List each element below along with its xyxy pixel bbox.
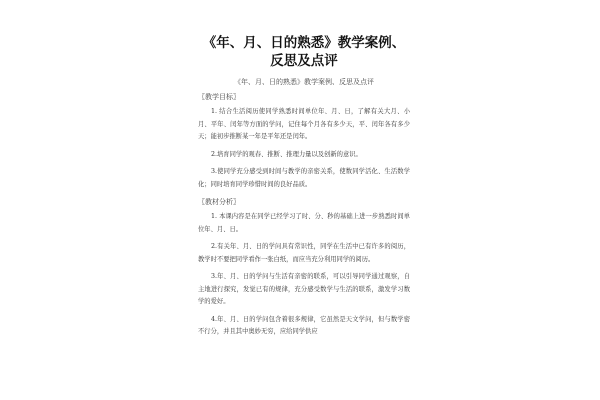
paragraph: 3.年、月、日的学问与生活有亲密的联系，可以引导同学通过观察，自主地进行探究，发觉已有的规律，充分感受数学与生活的联系，激发学习数学的爱好。 xyxy=(198,273,410,305)
paragraph: 2.有关年、月、日的学问具有常识性，同学在生活中已有许多的阅历，教学时不要把同学看作一张白纸，而应当充分利用同学的阅历。 xyxy=(198,243,410,263)
document-body xyxy=(198,34,410,344)
paragraph: 3.使同学充分感受到时间与教学的亲密关系，使数同学活化、生活数学化；同时培育同学珍惜时间的良好品质。 xyxy=(198,168,410,188)
paragraph: 1. 结合生活阅历使同学熟悉时间单位年、月、日，了解有关大月、小月、平年、闰年等方面的学问，记住每个月各有多少天，平、闰年各有多少天；能初步推断某一年是平年还是闰年。 xyxy=(198,108,410,140)
section-heading-teaching-goals: 〖教学目标〗 xyxy=(198,93,240,101)
document-title: 《年、月、日的熟悉》教学案例、反思及点评 xyxy=(202,35,406,69)
paragraph: 2.培育同学的观春、推断、推理力量以及创新的意识。 xyxy=(211,150,362,158)
document-subtitle: 《年、月、日的熟悉》教学案例、反思及点评 xyxy=(234,78,374,86)
section-heading-textbook-analysis: 〖教材分析〗 xyxy=(198,198,240,206)
paragraph: 4.年、月、日的学问包含着很多规律，它虽然是天文学问，但与数学密不行分，并且其中奥妙无穷，应给同学供应 xyxy=(198,315,410,335)
paragraph: 1. 本课内容是在同学已经学习了时、分、秒的基础上进一步熟悉时间单位年、月、日。 xyxy=(198,213,410,233)
